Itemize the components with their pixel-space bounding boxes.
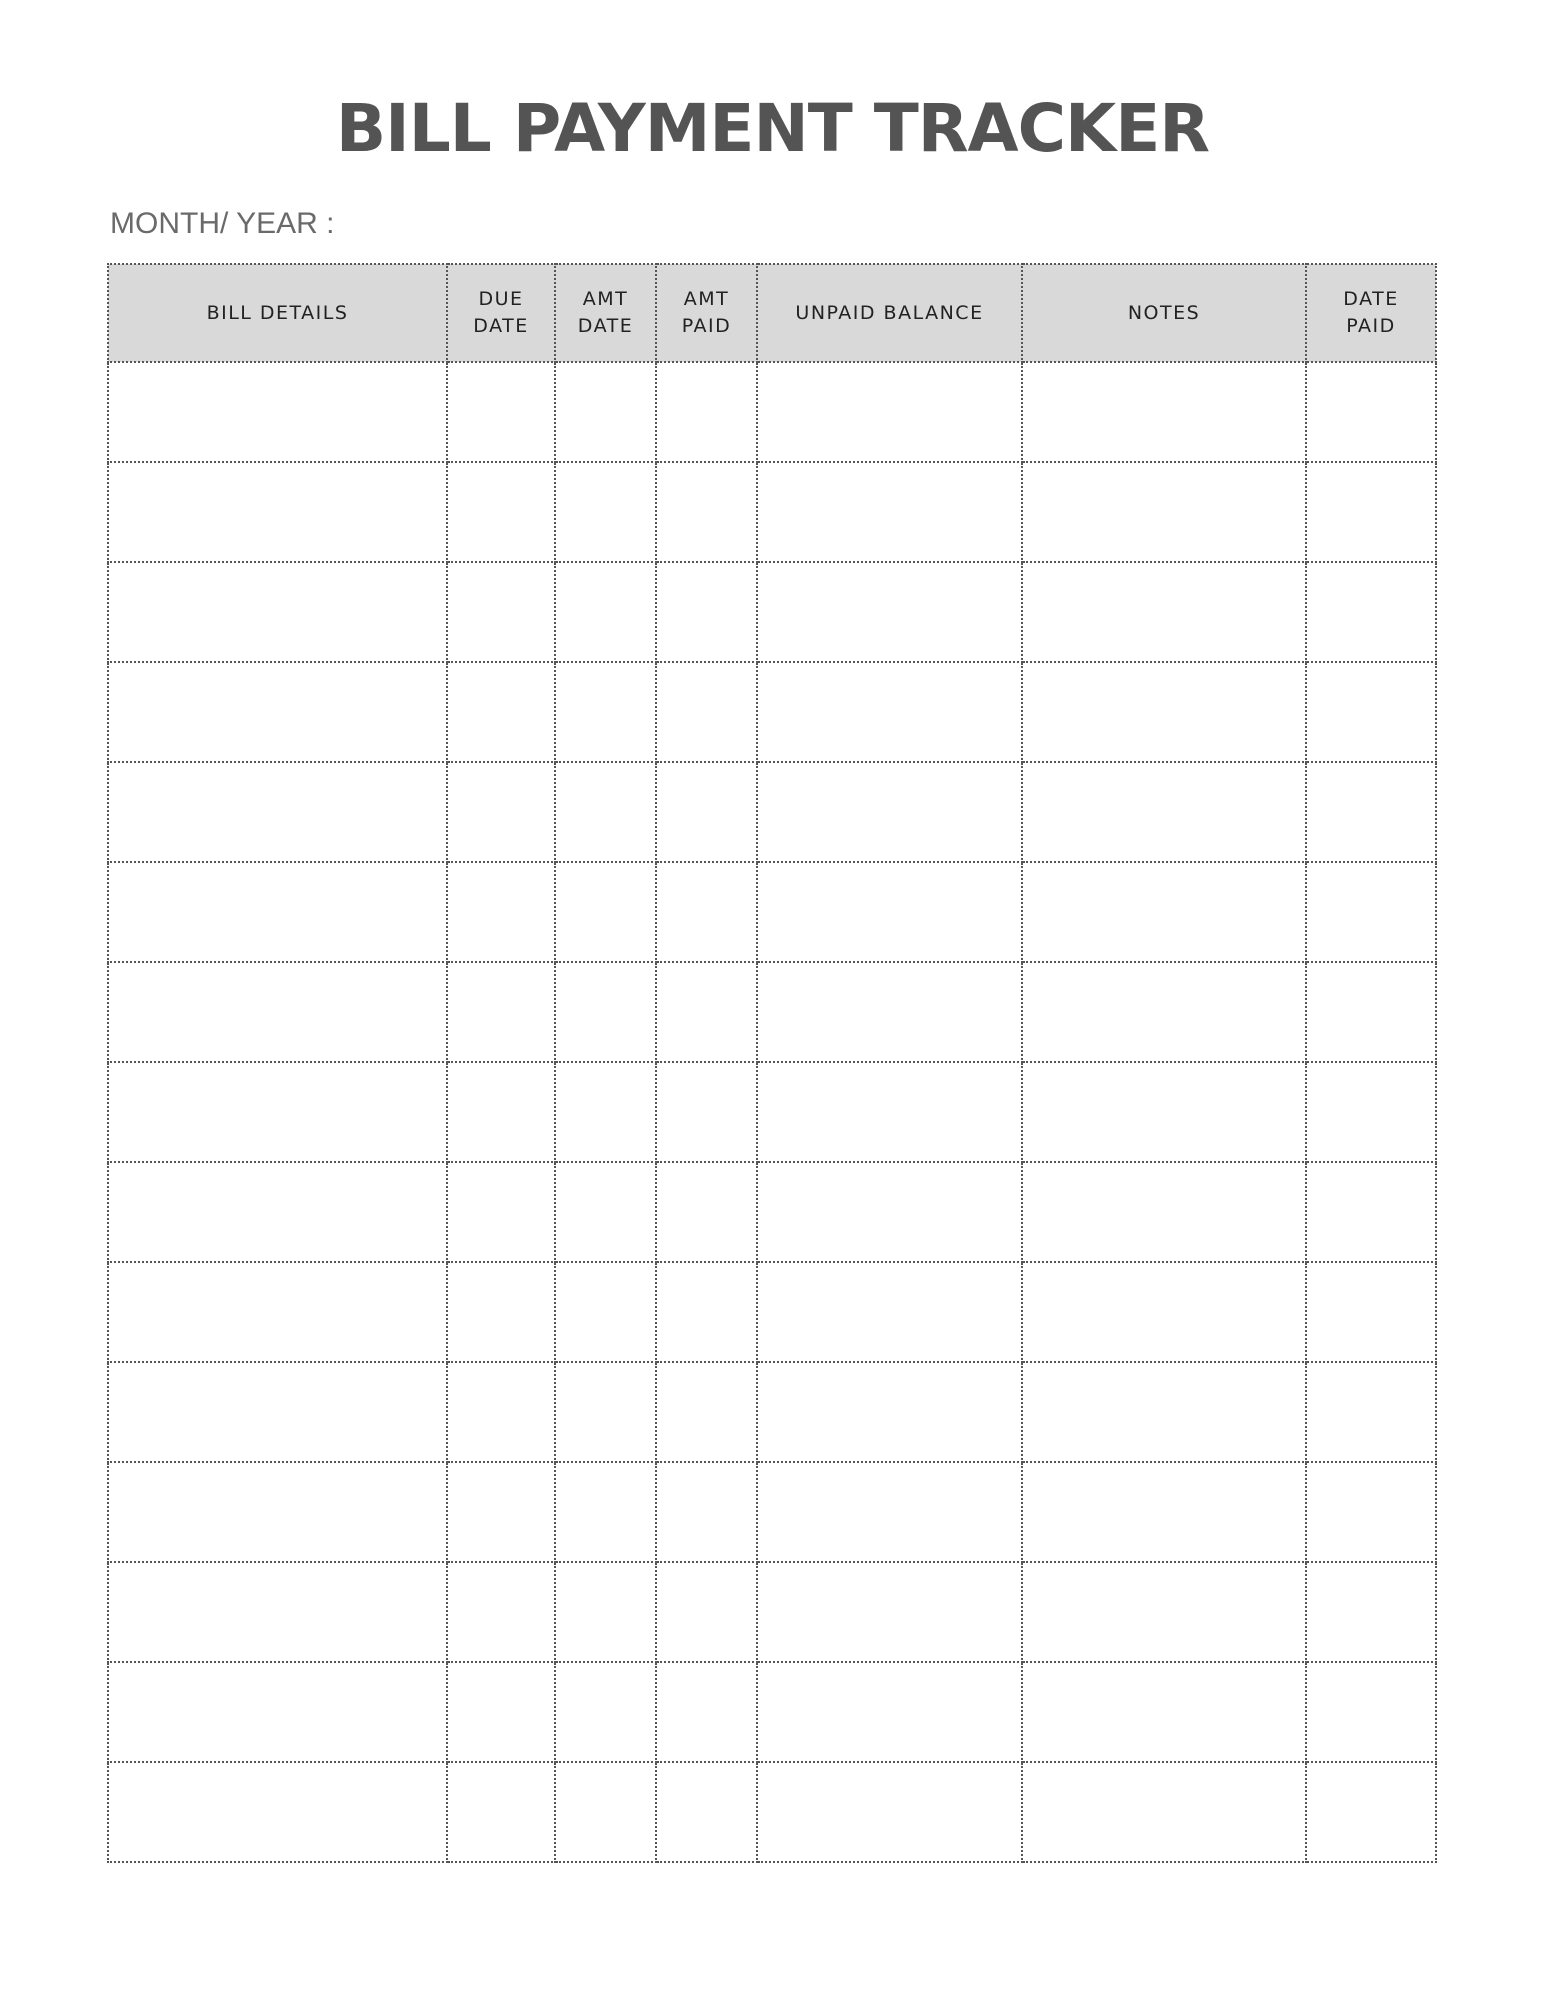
cell-unpaid-balance[interactable] bbox=[757, 1162, 1022, 1262]
header-line: AMT bbox=[582, 288, 629, 310]
header-line: PAID bbox=[681, 315, 732, 337]
column-header-date-paid bbox=[1306, 264, 1436, 362]
cell-date-paid[interactable] bbox=[1306, 1162, 1436, 1262]
cell-amt-paid[interactable] bbox=[656, 1462, 757, 1562]
table-row bbox=[108, 1562, 1436, 1662]
cell-notes[interactable] bbox=[1022, 1162, 1306, 1262]
cell-amt-date[interactable] bbox=[555, 1662, 656, 1762]
cell-amt-date[interactable] bbox=[555, 1362, 656, 1462]
cell-bill-details[interactable] bbox=[108, 1562, 447, 1662]
cell-amt-paid[interactable] bbox=[656, 1362, 757, 1462]
table-row bbox=[108, 1462, 1436, 1562]
cell-amt-date[interactable] bbox=[555, 1562, 656, 1662]
cell-unpaid-balance[interactable] bbox=[757, 1662, 1022, 1762]
cell-bill-details[interactable] bbox=[108, 562, 447, 662]
cell-amt-paid[interactable] bbox=[656, 862, 757, 962]
cell-due-date[interactable] bbox=[447, 562, 555, 662]
cell-amt-date[interactable] bbox=[555, 762, 656, 862]
header-line: UNPAID BALANCE bbox=[795, 301, 984, 324]
table-row bbox=[108, 562, 1436, 662]
cell-bill-details[interactable] bbox=[108, 362, 447, 462]
header-line: NOTES bbox=[1127, 301, 1201, 324]
table-row bbox=[108, 1262, 1436, 1362]
table-row bbox=[108, 962, 1436, 1062]
header-line: BILL DETAILS bbox=[206, 301, 349, 324]
cell-date-paid[interactable] bbox=[1306, 1662, 1436, 1762]
cell-unpaid-balance[interactable] bbox=[757, 1262, 1022, 1362]
cell-bill-details[interactable] bbox=[108, 1662, 447, 1762]
cell-amt-paid[interactable] bbox=[656, 362, 757, 462]
month-year-label: MONTH/ YEAR : bbox=[110, 207, 335, 240]
cell-unpaid-balance[interactable] bbox=[757, 1562, 1022, 1662]
cell-amt-paid[interactable] bbox=[656, 562, 757, 662]
header-line: DATE bbox=[473, 315, 529, 337]
cell-bill-details[interactable] bbox=[108, 1262, 447, 1362]
cell-amt-paid[interactable] bbox=[656, 1662, 757, 1762]
cell-due-date[interactable] bbox=[447, 1662, 555, 1762]
cell-date-paid[interactable] bbox=[1306, 1562, 1436, 1662]
cell-amt-date[interactable] bbox=[555, 462, 656, 562]
column-header-notes bbox=[1022, 264, 1306, 362]
cell-amt-date[interactable] bbox=[555, 962, 656, 1062]
cell-date-paid[interactable] bbox=[1306, 462, 1436, 562]
cell-due-date[interactable] bbox=[447, 462, 555, 562]
cell-amt-date[interactable] bbox=[555, 1762, 656, 1862]
cell-unpaid-balance[interactable] bbox=[757, 1462, 1022, 1562]
table-row bbox=[108, 762, 1436, 862]
cell-unpaid-balance[interactable] bbox=[757, 562, 1022, 662]
cell-unpaid-balance[interactable] bbox=[757, 962, 1022, 1062]
cell-bill-details[interactable] bbox=[108, 462, 447, 562]
cell-due-date[interactable] bbox=[447, 1562, 555, 1662]
column-header-unpaid-balance bbox=[757, 264, 1022, 362]
cell-date-paid[interactable] bbox=[1306, 662, 1436, 762]
cell-amt-paid[interactable] bbox=[656, 662, 757, 762]
cell-bill-details[interactable] bbox=[108, 1462, 447, 1562]
cell-amt-paid[interactable] bbox=[656, 1562, 757, 1662]
cell-date-paid[interactable] bbox=[1306, 1062, 1436, 1162]
cell-unpaid-balance[interactable] bbox=[757, 1762, 1022, 1862]
cell-amt-date[interactable] bbox=[555, 362, 656, 462]
table-row bbox=[108, 1362, 1436, 1462]
table-row bbox=[108, 1762, 1436, 1862]
cell-due-date[interactable] bbox=[447, 1462, 555, 1562]
cell-amt-paid[interactable] bbox=[656, 462, 757, 562]
cell-date-paid[interactable] bbox=[1306, 362, 1436, 462]
column-header-bill-details bbox=[108, 264, 447, 362]
cell-notes[interactable] bbox=[1022, 462, 1306, 562]
cell-notes[interactable] bbox=[1022, 1062, 1306, 1162]
cell-notes[interactable] bbox=[1022, 762, 1306, 862]
cell-date-paid[interactable] bbox=[1306, 1762, 1436, 1862]
cell-notes[interactable] bbox=[1022, 862, 1306, 962]
table-row bbox=[108, 1062, 1436, 1162]
cell-bill-details[interactable] bbox=[108, 862, 447, 962]
column-header-due-date bbox=[447, 264, 555, 362]
table-row bbox=[108, 1662, 1436, 1762]
column-header-amt-date bbox=[555, 264, 656, 362]
cell-amt-paid[interactable] bbox=[656, 762, 757, 862]
cell-bill-details[interactable] bbox=[108, 962, 447, 1062]
cell-amt-date[interactable] bbox=[555, 562, 656, 662]
cell-unpaid-balance[interactable] bbox=[757, 662, 1022, 762]
cell-notes[interactable] bbox=[1022, 1562, 1306, 1662]
cell-amt-paid[interactable] bbox=[656, 1762, 757, 1862]
cell-unpaid-balance[interactable] bbox=[757, 1362, 1022, 1462]
cell-date-paid[interactable] bbox=[1306, 1362, 1436, 1462]
cell-due-date[interactable] bbox=[447, 1762, 555, 1862]
cell-notes[interactable] bbox=[1022, 1262, 1306, 1362]
header-line: PAID bbox=[1346, 315, 1396, 337]
cell-amt-date[interactable] bbox=[555, 1462, 656, 1562]
cell-date-paid[interactable] bbox=[1306, 562, 1436, 662]
column-header-amt-paid bbox=[656, 264, 757, 362]
header-line: DATE bbox=[577, 315, 634, 337]
cell-notes[interactable] bbox=[1022, 962, 1306, 1062]
cell-due-date[interactable] bbox=[447, 1162, 555, 1262]
cell-notes[interactable] bbox=[1022, 1662, 1306, 1762]
cell-date-paid[interactable] bbox=[1306, 962, 1436, 1062]
cell-date-paid[interactable] bbox=[1306, 762, 1436, 862]
cell-notes[interactable] bbox=[1022, 1362, 1306, 1462]
table-row bbox=[108, 462, 1436, 562]
cell-due-date[interactable] bbox=[447, 962, 555, 1062]
cell-due-date[interactable] bbox=[447, 1062, 555, 1162]
cell-unpaid-balance[interactable] bbox=[757, 1062, 1022, 1162]
table-body bbox=[108, 362, 1436, 1862]
cell-notes[interactable] bbox=[1022, 1462, 1306, 1562]
cell-bill-details[interactable] bbox=[108, 662, 447, 762]
cell-due-date[interactable] bbox=[447, 762, 555, 862]
page-title: BILL PAYMENT TRACKER bbox=[335, 90, 1210, 167]
cell-amt-date[interactable] bbox=[555, 1162, 656, 1262]
cell-unpaid-balance[interactable] bbox=[757, 862, 1022, 962]
table-header-row bbox=[108, 264, 1436, 362]
bill-tracker-table bbox=[107, 263, 1437, 1863]
table-row bbox=[108, 362, 1436, 462]
cell-unpaid-balance[interactable] bbox=[757, 462, 1022, 562]
table-row bbox=[108, 1162, 1436, 1262]
table-row bbox=[108, 862, 1436, 962]
cell-bill-details[interactable] bbox=[108, 1162, 447, 1262]
cell-amt-date[interactable] bbox=[555, 1062, 656, 1162]
cell-amt-paid[interactable] bbox=[656, 962, 757, 1062]
cell-notes[interactable] bbox=[1022, 362, 1306, 462]
cell-unpaid-balance[interactable] bbox=[757, 762, 1022, 862]
cell-date-paid[interactable] bbox=[1306, 1462, 1436, 1562]
cell-bill-details[interactable] bbox=[108, 1762, 447, 1862]
cell-notes[interactable] bbox=[1022, 1762, 1306, 1862]
cell-amt-date[interactable] bbox=[555, 662, 656, 762]
cell-date-paid[interactable] bbox=[1306, 862, 1436, 962]
cell-bill-details[interactable] bbox=[108, 1062, 447, 1162]
table-row bbox=[108, 662, 1436, 762]
cell-amt-date[interactable] bbox=[555, 862, 656, 962]
cell-notes[interactable] bbox=[1022, 662, 1306, 762]
cell-due-date[interactable] bbox=[447, 362, 555, 462]
cell-due-date[interactable] bbox=[447, 862, 555, 962]
cell-amt-paid[interactable] bbox=[656, 1262, 757, 1362]
header-line: DUE bbox=[478, 288, 524, 310]
cell-amt-date[interactable] bbox=[555, 1262, 656, 1362]
cell-bill-details[interactable] bbox=[108, 1362, 447, 1462]
cell-due-date[interactable] bbox=[447, 662, 555, 762]
cell-unpaid-balance[interactable] bbox=[757, 362, 1022, 462]
cell-due-date[interactable] bbox=[447, 1262, 555, 1362]
header-line: DATE bbox=[1343, 288, 1399, 310]
cell-notes[interactable] bbox=[1022, 562, 1306, 662]
cell-date-paid[interactable] bbox=[1306, 1262, 1436, 1362]
cell-amt-paid[interactable] bbox=[656, 1062, 757, 1162]
cell-bill-details[interactable] bbox=[108, 762, 447, 862]
header-line: AMT bbox=[683, 288, 730, 310]
cell-due-date[interactable] bbox=[447, 1362, 555, 1462]
cell-amt-paid[interactable] bbox=[656, 1162, 757, 1262]
